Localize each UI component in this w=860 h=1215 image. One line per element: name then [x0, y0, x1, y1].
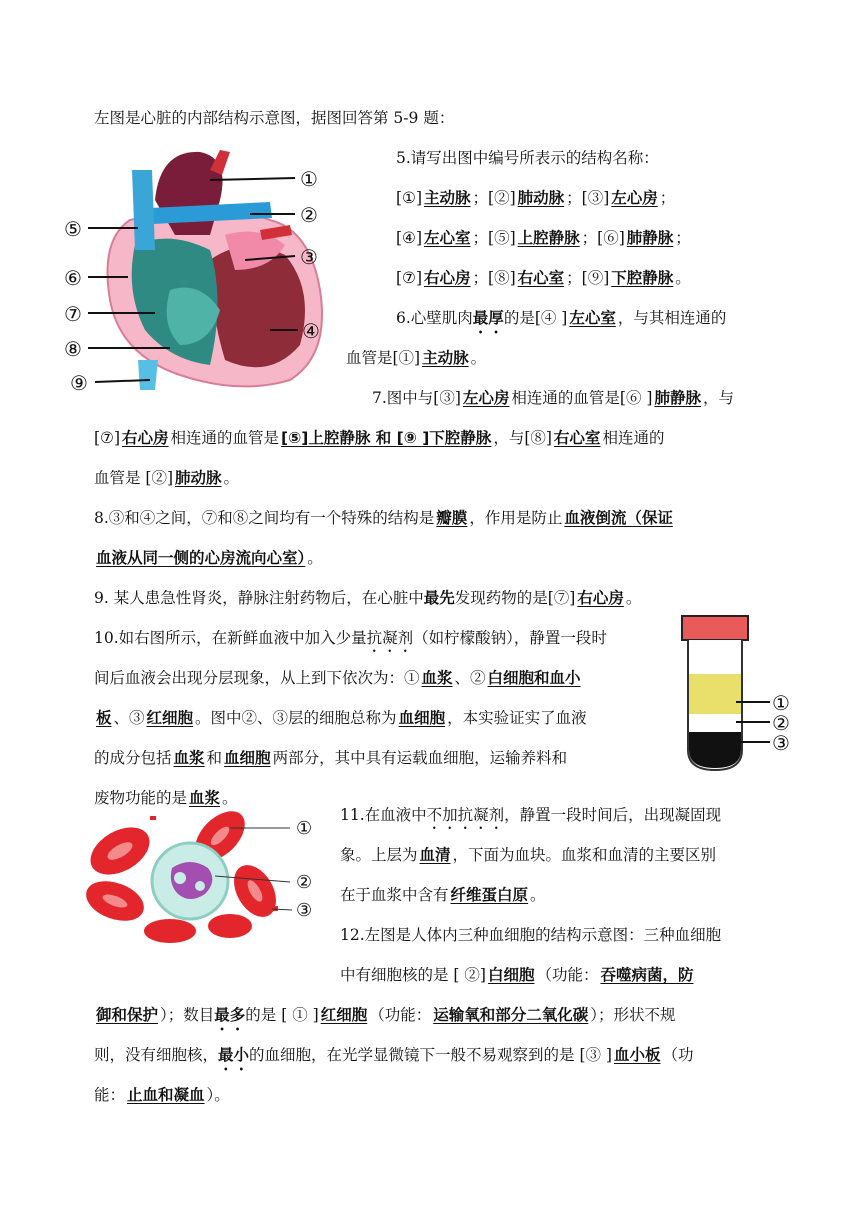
q5-stem: 5.请写出图中编号所表示的结构名称： — [396, 149, 659, 167]
heart-label-4: ④ — [302, 319, 320, 343]
q9-line: 9. 某人患急性肾炎，静脉注射药物后，在心脏中最先发现药物的是[⑦] 右心房 。 — [94, 588, 642, 607]
q11-line3: 在于血浆中含有 纤维蛋白原 。 — [340, 886, 546, 904]
q11-line1: 11.在血液中不加抗凝剂，静置一段时间后，出现凝固现 — [340, 806, 722, 824]
q6-line1: 6.心壁肌肉最厚的是[④ ] 左心室 ，与其相连通的 — [396, 308, 727, 327]
q7-line3: 血管是 [②] 肺动脉 。 — [94, 469, 240, 487]
blood-tube-diagram — [676, 612, 806, 782]
intro-text: 左图是心脏的内部结构示意图，据图回答第 5-9 题： — [94, 109, 455, 127]
q12-line2: 中有细胞核的是 [ ②] 白细胞 （功能： 吞噬病菌，防 — [340, 966, 694, 984]
heart-label-7: ⑦ — [64, 302, 82, 326]
heart-label-1: ① — [300, 167, 318, 191]
tube-label-1: ① — [772, 691, 790, 715]
tube-label-3: ③ — [772, 731, 790, 755]
q5-line1: [①] 主动脉 ；[②] 肺动脉 ；[③] 左心房 ； — [396, 189, 676, 207]
q7-line2: [⑦] 右心房 相连通的血管是 [⑤]上腔静脉 和 [⑨ ]下腔静脉 ，与[⑧] 右心室 相连通的 — [94, 429, 665, 447]
q8-line1: 8.③和④之间，⑦和⑧之间均有一个特殊的结构是 瓣膜 ，作用是防止 血液倒流（保证 — [94, 509, 673, 527]
heart-label-9: ⑨ — [70, 371, 88, 395]
q7-line1: 7.图中与[③] 左心房 相连通的血管是[⑥ ] 肺静脉 ，与 — [372, 389, 734, 407]
q12-line3: 御和保护 ）；数目最多的是 [ ① ] 红细胞 （功能： 运输氧和部分二氧化碳 ）；形状不规 — [96, 1005, 676, 1024]
q12-line4: 则，没有细胞核，最小的血细胞，在光学显微镜下一般不易观察到的是 [③ ] 血小板 （功 — [94, 1045, 694, 1064]
q12-line5: 能： 止血和凝血 ）。 — [94, 1086, 230, 1104]
tube-label-2: ② — [772, 711, 790, 735]
blood-cells-diagram — [80, 806, 330, 946]
q10-line4: 的成分包括 血浆 和 血细胞 两部分，其中具有运载血细胞，运输养料和 — [94, 749, 568, 767]
heart-label-8: ⑧ — [64, 337, 82, 361]
q5-line2: [④] 左心室 ；[⑤] 上腔静脉 ；[⑥] 肺静脉 ； — [396, 229, 691, 247]
q12-line1: 12.左图是人体内三种血细胞的结构示意图：三种血细胞 — [340, 926, 722, 944]
q8-line2: 血液从同一侧的心房流向心室） 。 — [96, 549, 323, 567]
heart-label-3: ③ — [300, 245, 318, 269]
cell-label-2: ② — [296, 872, 313, 893]
heart-label-6: ⑥ — [64, 266, 82, 290]
heart-label-2: ② — [300, 203, 318, 227]
cell-label-3: ③ — [296, 900, 313, 921]
q5-line3: [⑦] 右心房 ；[⑧] 右心室 ；[⑨] 下腔静脉 。 — [396, 269, 691, 287]
q10-line2: 间后血液会出现分层现象，从上到下依次为：① 血浆 、② 白细胞和血小 — [94, 669, 581, 687]
cell-label-1: ① — [296, 818, 313, 839]
q6-line2: 血管是[①] 主动脉 。 — [346, 349, 487, 367]
heart-diagram — [60, 140, 350, 400]
q10-line3: 板 、③ 红细胞 。图中②、③层的细胞总称为 血细胞 ，本实验证实了血液 — [96, 709, 587, 727]
q10-line1: 10.如右图所示，在新鲜血液中加入少量抗凝剂（如柠檬酸钠），静置一段时 — [94, 629, 607, 647]
heart-label-5: ⑤ — [64, 217, 82, 241]
q10-line5: 废物功能的是 血浆 。 — [94, 789, 238, 807]
q11-line2: 象。上层为 血清 ，下面为血块。血浆和血清的主要区别 — [340, 846, 717, 864]
